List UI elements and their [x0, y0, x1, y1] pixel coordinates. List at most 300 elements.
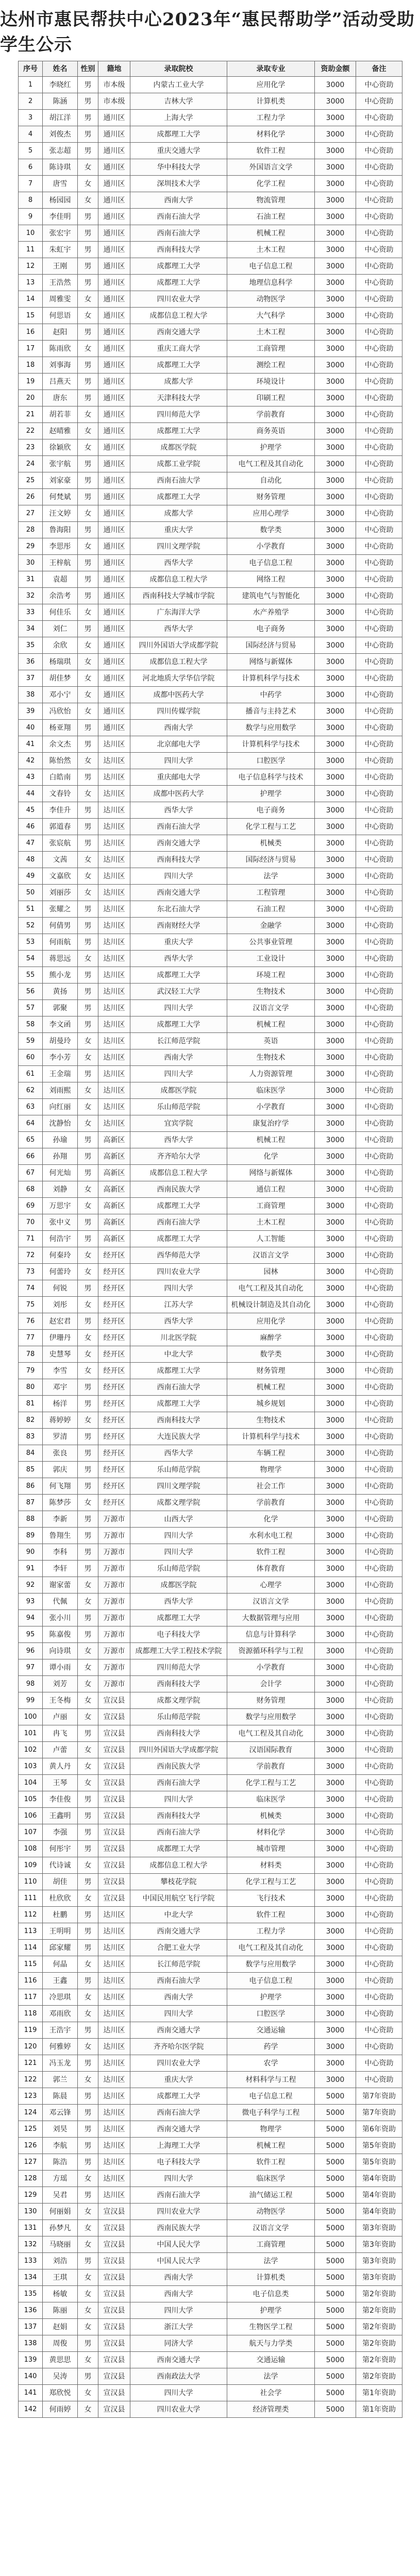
cell-amount: 3000	[315, 1610, 356, 1626]
cell-amount: 3000	[315, 1132, 356, 1148]
cell-gender: 女	[78, 2401, 98, 2418]
cell-index: 126	[19, 2138, 43, 2154]
cell-major: 学前教育	[227, 1758, 315, 1775]
cell-region: 达川区	[98, 2154, 130, 2171]
cell-name: 何光灿	[43, 1165, 78, 1181]
cell-remark: 中心资助	[356, 918, 402, 934]
table-row	[19, 1973, 402, 1989]
cell-gender: 男	[78, 472, 98, 489]
table-row	[19, 918, 402, 934]
cell-remark: 中心资助	[356, 1758, 402, 1775]
cell-gender: 男	[78, 1874, 98, 1890]
cell-major: 测绘工程	[227, 357, 315, 374]
table-row	[19, 324, 402, 341]
cell-school: 四川大学	[130, 1791, 227, 1808]
cell-school: 齐齐哈尔大学	[130, 1148, 227, 1165]
cell-school: 西南民族大学	[130, 2220, 227, 2236]
cell-school: 成都文理学院	[130, 1692, 227, 1709]
cell-region: 万源市	[98, 1659, 130, 1676]
cell-school: 武汉轻工大学	[130, 984, 227, 1000]
table-row	[19, 291, 402, 308]
cell-gender: 男	[78, 835, 98, 852]
cell-index: 15	[19, 308, 43, 324]
header-remark: 备注	[356, 61, 402, 77]
cell-remark: 中心资助	[356, 687, 402, 703]
cell-gender: 女	[78, 1742, 98, 1758]
cell-remark: 中心资助	[356, 159, 402, 176]
table-row	[19, 489, 402, 505]
cell-remark: 中心资助	[356, 637, 402, 654]
cell-amount: 3000	[315, 1742, 356, 1758]
cell-name: 谭小雨	[43, 1659, 78, 1676]
cell-remark: 中心资助	[356, 1429, 402, 1445]
cell-remark: 中心资助	[356, 1379, 402, 1396]
cell-remark: 中心资助	[356, 1956, 402, 1973]
cell-name: 刘芳	[43, 1676, 78, 1692]
cell-name: 刘俊杰	[43, 126, 78, 143]
cell-amount: 3000	[315, 1989, 356, 2006]
cell-amount: 3000	[315, 2072, 356, 2088]
cell-name: 孙翔	[43, 1148, 78, 1165]
cell-name: 何锐	[43, 1280, 78, 1297]
cell-index: 21	[19, 406, 43, 423]
cell-gender: 男	[78, 126, 98, 143]
cell-gender: 女	[78, 1758, 98, 1775]
cell-remark: 中心资助	[356, 439, 402, 456]
cell-amount: 3000	[315, 291, 356, 308]
cell-region: 经开区	[98, 1396, 130, 1412]
cell-school: 深圳技术大学	[130, 176, 227, 192]
cell-major: 电子信息工程	[227, 258, 315, 275]
cell-amount: 3000	[315, 93, 356, 110]
cell-region: 通川区	[98, 159, 130, 176]
cell-school: 成都理工大学	[130, 489, 227, 505]
cell-name: 文茜	[43, 852, 78, 868]
cell-gender: 男	[78, 324, 98, 341]
cell-index: 42	[19, 753, 43, 769]
cell-region: 通川区	[98, 192, 130, 209]
cell-remark: 中心资助	[356, 1923, 402, 1940]
cell-gender: 女	[78, 1247, 98, 1264]
cell-major: 印刷工程	[227, 390, 315, 406]
cell-remark: 中心资助	[356, 522, 402, 538]
cell-gender: 女	[78, 406, 98, 423]
cell-major: 微电子科学与工程	[227, 2105, 315, 2121]
cell-index: 83	[19, 1429, 43, 1445]
cell-index: 11	[19, 242, 43, 258]
cell-name: 罗清	[43, 1429, 78, 1445]
cell-remark: 中心资助	[356, 2006, 402, 2022]
cell-amount: 5000	[315, 2302, 356, 2319]
cell-amount: 3000	[315, 1478, 356, 1495]
cell-name: 李思彤	[43, 538, 78, 555]
cell-gender: 男	[78, 209, 98, 225]
cell-gender: 女	[78, 1346, 98, 1363]
cell-remark: 中心资助	[356, 1874, 402, 1890]
cell-remark: 中心资助	[356, 374, 402, 390]
cell-remark: 中心资助	[356, 1841, 402, 1857]
cell-region: 通川区	[98, 621, 130, 637]
cell-gender: 女	[78, 1643, 98, 1659]
cell-major: 机械工程	[227, 2138, 315, 2154]
cell-remark: 中心资助	[356, 1198, 402, 1214]
cell-amount: 3000	[315, 192, 356, 209]
cell-school: 成都理工大学工程技术学院	[130, 1643, 227, 1659]
cell-amount: 5000	[315, 2171, 356, 2187]
cell-name: 沈静怡	[43, 1115, 78, 1132]
cell-remark: 中心资助	[356, 538, 402, 555]
cell-major: 机械工程	[227, 1016, 315, 1033]
cell-remark: 第2年资助	[356, 2286, 402, 2302]
cell-remark: 中心资助	[356, 2055, 402, 2072]
cell-region: 通川区	[98, 456, 130, 472]
cell-major: 生物技术	[227, 1049, 315, 1066]
cell-name: 唐东	[43, 390, 78, 406]
cell-amount: 3000	[315, 1808, 356, 1824]
cell-region: 达川区	[98, 1973, 130, 1989]
cell-amount: 3000	[315, 1594, 356, 1610]
cell-index: 6	[19, 159, 43, 176]
cell-index: 99	[19, 1692, 43, 1709]
table-row	[19, 1478, 402, 1495]
cell-index: 4	[19, 126, 43, 143]
table-row	[19, 1808, 402, 1824]
cell-school: 重庆邮电大学	[130, 769, 227, 786]
cell-gender: 男	[78, 77, 98, 93]
cell-name: 陈涵	[43, 93, 78, 110]
cell-major: 水利水电工程	[227, 1528, 315, 1544]
cell-region: 通川区	[98, 703, 130, 720]
cell-amount: 3000	[315, 753, 356, 769]
cell-major: 数学与应用数学	[227, 1956, 315, 1973]
cell-index: 114	[19, 1940, 43, 1956]
cell-school: 西南科技大学	[130, 242, 227, 258]
cell-name: 卢蕾	[43, 1742, 78, 1758]
cell-region: 通川区	[98, 308, 130, 324]
cell-remark: 中心资助	[356, 472, 402, 489]
cell-gender: 女	[78, 2302, 98, 2319]
cell-amount: 3000	[315, 1775, 356, 1791]
table-row	[19, 1066, 402, 1082]
table-row	[19, 1511, 402, 1528]
cell-remark: 中心资助	[356, 209, 402, 225]
cell-gender: 女	[78, 1495, 98, 1511]
cell-school: 四川大学	[130, 1280, 227, 1297]
cell-gender: 男	[78, 143, 98, 159]
cell-region: 宣汉县	[98, 2352, 130, 2368]
cell-region: 通川区	[98, 209, 130, 225]
cell-gender: 男	[78, 1808, 98, 1824]
cell-gender: 男	[78, 1923, 98, 1940]
cell-amount: 3000	[315, 1626, 356, 1643]
cell-remark: 中心资助	[356, 621, 402, 637]
table-row	[19, 1049, 402, 1066]
cell-amount: 3000	[315, 1231, 356, 1247]
cell-remark: 中心资助	[356, 720, 402, 736]
cell-amount: 3000	[315, 1577, 356, 1594]
cell-major: 地理信息科学	[227, 275, 315, 291]
table-row	[19, 2088, 402, 2105]
cell-region: 达川区	[98, 1940, 130, 1956]
cell-index: 105	[19, 1791, 43, 1808]
cell-amount: 3000	[315, 110, 356, 126]
table-row	[19, 2368, 402, 2385]
cell-major: 电子信息科学与技术	[227, 769, 315, 786]
cell-amount: 3000	[315, 1429, 356, 1445]
cell-school: 乐山师范学院	[130, 1561, 227, 1577]
table-row	[19, 951, 402, 967]
cell-gender: 女	[78, 2319, 98, 2335]
cell-name: 刘家豪	[43, 472, 78, 489]
table-row	[19, 703, 402, 720]
cell-index: 71	[19, 1231, 43, 1247]
cell-remark: 中心资助	[356, 819, 402, 835]
cell-major: 计算机类	[227, 2269, 315, 2286]
cell-school: 成都理工大学	[130, 1610, 227, 1626]
cell-amount: 3000	[315, 1049, 356, 1066]
cell-school: 北京邮电大学	[130, 736, 227, 753]
cell-gender: 男	[78, 1725, 98, 1742]
table-row	[19, 967, 402, 984]
table-row	[19, 2072, 402, 2088]
cell-remark: 第4年资助	[356, 2187, 402, 2204]
cell-amount: 3000	[315, 406, 356, 423]
table-row	[19, 390, 402, 406]
cell-remark: 中心资助	[356, 654, 402, 670]
cell-name: 王冬梅	[43, 1692, 78, 1709]
cell-region: 达川区	[98, 2072, 130, 2088]
cell-school: 西华大学	[130, 621, 227, 637]
cell-gender: 女	[78, 1857, 98, 1874]
cell-gender: 女	[78, 439, 98, 456]
cell-major: 电子商务	[227, 621, 315, 637]
cell-amount: 3000	[315, 2055, 356, 2072]
cell-school: 齐齐哈尔医学院	[130, 2039, 227, 2055]
cell-remark: 中心资助	[356, 1973, 402, 1989]
cell-index: 111	[19, 1890, 43, 1907]
cell-remark: 中心资助	[356, 1676, 402, 1692]
table-row	[19, 2269, 402, 2286]
cell-gender: 女	[78, 852, 98, 868]
cell-name: 陈雨欣	[43, 341, 78, 357]
cell-region: 达川区	[98, 984, 130, 1000]
table-row	[19, 670, 402, 687]
cell-school: 成都理工大学	[130, 275, 227, 291]
cell-major: 物理学	[227, 1462, 315, 1478]
cell-remark: 中心资助	[356, 1280, 402, 1297]
cell-index: 28	[19, 522, 43, 538]
cell-index: 7	[19, 176, 43, 192]
cell-school: 四川外国语大学成都学院	[130, 637, 227, 654]
cell-amount: 3000	[315, 209, 356, 225]
cell-remark: 中心资助	[356, 505, 402, 522]
cell-gender: 女	[78, 192, 98, 209]
cell-gender: 男	[78, 1132, 98, 1148]
cell-amount: 3000	[315, 1016, 356, 1033]
cell-gender: 男	[78, 1016, 98, 1033]
cell-school: 西南民族大学	[130, 1181, 227, 1198]
cell-region: 达川区	[98, 753, 130, 769]
cell-region: 宣汉县	[98, 2269, 130, 2286]
cell-remark: 中心资助	[356, 1742, 402, 1758]
cell-amount: 3000	[315, 1659, 356, 1676]
cell-remark: 中心资助	[356, 406, 402, 423]
cell-amount: 3000	[315, 1940, 356, 1956]
cell-region: 经开区	[98, 1313, 130, 1330]
cell-index: 80	[19, 1379, 43, 1396]
table-row	[19, 1445, 402, 1462]
cell-major: 动物医学	[227, 2204, 315, 2220]
cell-amount: 3000	[315, 885, 356, 901]
cell-gender: 女	[78, 159, 98, 176]
cell-amount: 3000	[315, 258, 356, 275]
cell-gender: 女	[78, 753, 98, 769]
cell-name: 赵娟	[43, 2319, 78, 2335]
cell-index: 25	[19, 472, 43, 489]
cell-remark: 中心资助	[356, 852, 402, 868]
cell-major: 土木工程	[227, 242, 315, 258]
cell-gender: 男	[78, 1000, 98, 1016]
cell-name: 李佳俊	[43, 1791, 78, 1808]
table-row	[19, 588, 402, 604]
cell-gender: 男	[78, 2368, 98, 2385]
cell-index: 110	[19, 1874, 43, 1890]
cell-region: 通川区	[98, 654, 130, 670]
cell-gender: 男	[78, 1165, 98, 1181]
cell-name: 黄扬	[43, 984, 78, 1000]
cell-gender: 男	[78, 1841, 98, 1857]
cell-index: 129	[19, 2187, 43, 2204]
cell-region: 通川区	[98, 275, 130, 291]
cell-index: 115	[19, 1956, 43, 1973]
cell-major: 物流管理	[227, 192, 315, 209]
table-row	[19, 2253, 402, 2269]
cell-major: 社会工作	[227, 1478, 315, 1495]
cell-school: 四川大学	[130, 2171, 227, 2187]
cell-gender: 女	[78, 176, 98, 192]
table-row	[19, 341, 402, 357]
table-row	[19, 126, 402, 143]
cell-name: 鲁海阳	[43, 522, 78, 538]
cell-school: 四川大学	[130, 2385, 227, 2401]
cell-amount: 3000	[315, 439, 356, 456]
cell-name: 陈梦莎	[43, 1495, 78, 1511]
cell-region: 达川区	[98, 819, 130, 835]
cell-gender: 男	[78, 918, 98, 934]
cell-gender: 女	[78, 1676, 98, 1692]
cell-region: 通川区	[98, 571, 130, 588]
cell-name: 余浩考	[43, 588, 78, 604]
cell-region: 高新区	[98, 1231, 130, 1247]
cell-school: 成都理工大学	[130, 967, 227, 984]
cell-major: 汉语言文学	[227, 1247, 315, 1264]
cell-school: 江苏大学	[130, 1297, 227, 1313]
cell-region: 达川区	[98, 1082, 130, 1099]
cell-remark: 第3年资助	[356, 2269, 402, 2286]
cell-gender: 女	[78, 2204, 98, 2220]
table-row	[19, 2335, 402, 2352]
table-row	[19, 1412, 402, 1429]
cell-index: 3	[19, 110, 43, 126]
cell-remark: 中心资助	[356, 1528, 402, 1544]
cell-school: 四川文理学院	[130, 1478, 227, 1495]
cell-name: 卢丽	[43, 1709, 78, 1725]
cell-amount: 3000	[315, 143, 356, 159]
cell-school: 重庆大学	[130, 522, 227, 538]
cell-remark: 中心资助	[356, 2072, 402, 2088]
cell-index: 72	[19, 1247, 43, 1264]
cell-region: 通川区	[98, 538, 130, 555]
cell-name: 万思宇	[43, 1198, 78, 1214]
cell-amount: 3000	[315, 670, 356, 687]
cell-amount: 3000	[315, 1692, 356, 1709]
cell-remark: 中心资助	[356, 1000, 402, 1016]
cell-gender: 男	[78, 1610, 98, 1626]
cell-school: 西南交通大学	[130, 885, 227, 901]
table-row	[19, 1791, 402, 1808]
cell-name: 王浩宇	[43, 2022, 78, 2039]
cell-amount: 3000	[315, 901, 356, 918]
cell-name: 杨敏	[43, 2286, 78, 2302]
cell-major: 人工智能	[227, 1231, 315, 1247]
table-row	[19, 1775, 402, 1791]
cell-region: 高新区	[98, 1165, 130, 1181]
cell-gender: 女	[78, 868, 98, 885]
cell-region: 达川区	[98, 2171, 130, 2187]
cell-amount: 3000	[315, 225, 356, 242]
cell-remark: 第3年资助	[356, 2236, 402, 2253]
cell-region: 达川区	[98, 786, 130, 802]
cell-amount: 3000	[315, 1033, 356, 1049]
cell-remark: 中心资助	[356, 1808, 402, 1824]
cell-major: 临床医学	[227, 2171, 315, 2187]
cell-index: 136	[19, 2302, 43, 2319]
cell-school: 西华大学	[130, 1594, 227, 1610]
cell-major: 电子信息类	[227, 2286, 315, 2302]
cell-gender: 男	[78, 374, 98, 390]
cell-index: 91	[19, 1561, 43, 1577]
cell-name: 马晓丽	[43, 2236, 78, 2253]
table-row	[19, 456, 402, 472]
cell-school: 成都理工大学	[130, 1198, 227, 1214]
cell-major: 化学工程与工艺	[227, 819, 315, 835]
cell-region: 通川区	[98, 143, 130, 159]
cell-school: 四川大学	[130, 753, 227, 769]
table-row	[19, 1181, 402, 1198]
cell-major: 国际经济与贸易	[227, 852, 315, 868]
table-body	[19, 77, 402, 2418]
cell-index: 79	[19, 1363, 43, 1379]
cell-region: 经开区	[98, 1462, 130, 1478]
cell-region: 宣汉县	[98, 2302, 130, 2319]
cell-index: 14	[19, 291, 43, 308]
table-row	[19, 571, 402, 588]
cell-remark: 中心资助	[356, 308, 402, 324]
cell-gender: 男	[78, 2138, 98, 2154]
cell-name: 刘仁	[43, 621, 78, 637]
cell-major: 建筑电气与智能化	[227, 588, 315, 604]
cell-index: 30	[19, 555, 43, 571]
cell-name: 向红丽	[43, 1099, 78, 1115]
cell-amount: 3000	[315, 1676, 356, 1692]
cell-remark: 中心资助	[356, 1066, 402, 1082]
table-row	[19, 1313, 402, 1330]
cell-amount: 5000	[315, 2088, 356, 2105]
cell-major: 护理学	[227, 439, 315, 456]
cell-region: 通川区	[98, 555, 130, 571]
cell-major: 应用化学	[227, 1313, 315, 1330]
cell-gender: 男	[78, 1214, 98, 1231]
